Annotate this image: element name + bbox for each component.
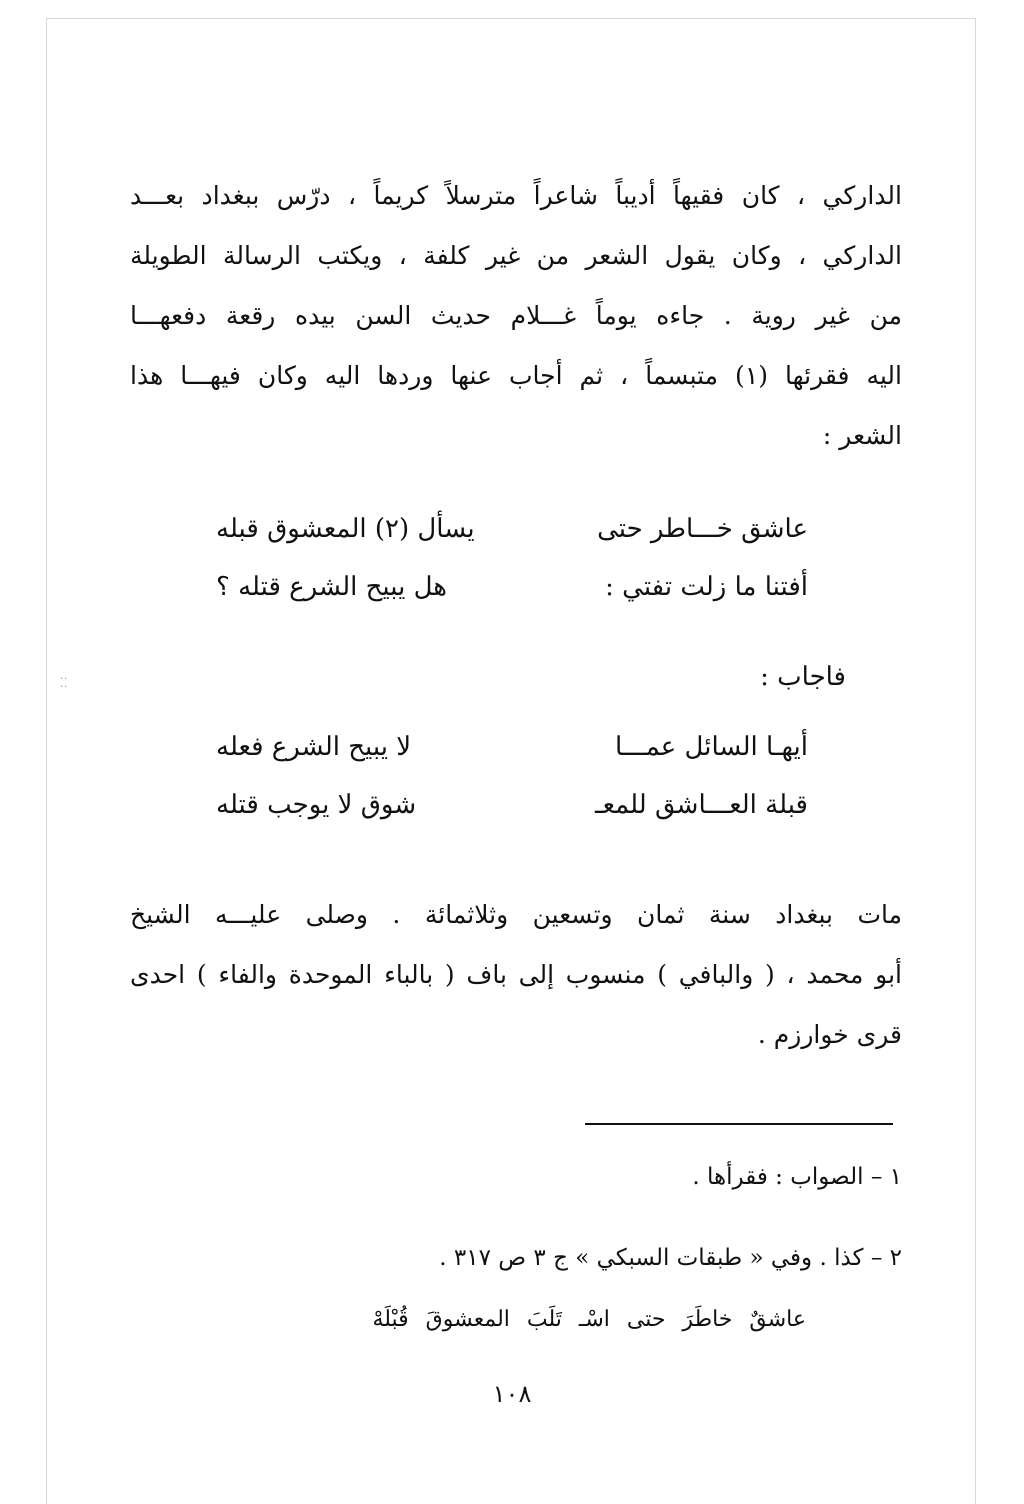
footnote-separator [585,1123,893,1125]
verse-first-hemistich: أيهـا السائل عمـــا [614,732,808,762]
poem-verse [216,502,808,556]
footnote-1: ١ – الصواب : فقرأها . [692,1164,902,1190]
paragraph-line: الشعر : [822,421,902,450]
answer-label: فاجاب : [760,662,846,692]
poem-verse [216,560,808,614]
verse-first-hemistich: عاشق خـــاطر حتى [597,514,808,544]
verse-second-hemistich: لا يبيح الشرع فعله [216,732,412,762]
verse-first-hemistich: قبلة العـــاشق للمعـ [594,790,808,820]
paragraph-line: اليه فقرئها (١) متبسماً ، ثم أجاب عنها وردها اليه وكان فيهـــا هذا [130,361,902,390]
margin-mark: ·· ·· [60,674,69,693]
page-number: ١٠٨ [492,1380,532,1408]
paragraph-line: الداركي ، كان فقيهاً أديباً شاعراً مترسلاً كريماً ، درّس ببغداد بعـــد [130,181,902,210]
footnote-verse: عاشقٌ خاطَرَ حتى اسْـ تَلَبَ المعشوقَ قُبْلَهْ [372,1307,806,1332]
paragraph-line: مات ببغداد سنة ثمان وتسعين وثلاثمائة . وصلى عليـــه الشيخ [130,900,903,929]
verse-second-hemistich: هل يبيح الشرع قتله ؟ [216,572,447,602]
paragraph-line: قرى خوارزم . [757,1020,902,1049]
paragraph-line: الداركي ، وكان يقول الشعر من غير كلفة ، ويكتب الرسالة الطويلة [130,241,903,270]
verse-second-hemistich: شوق لا يوجب قتله [216,790,417,820]
poem-verse [216,720,808,774]
verse-second-hemistich: يسأل (٢) المعشوق قبله [216,514,475,544]
verse-first-hemistich: أفتنا ما زلت تفتي : [605,572,808,602]
body-paragraph-1 [130,166,902,466]
paragraph-line: أبو محمد ، ( والبافي ) منسوب إلى باف ( بالباء الموحدة والفاء ) احدى [130,960,902,989]
body-paragraph-2 [130,885,902,1065]
footnote-2: ٢ – كذا . وفي « طبقات السبكي » ج ٣ ص ٣١٧ . [439,1245,902,1271]
poem-verse [216,778,808,832]
paragraph-line: من غير روية . جاءه يوماً غـــلام حديث السن بيده رقعة دفعهـــا [130,301,902,330]
